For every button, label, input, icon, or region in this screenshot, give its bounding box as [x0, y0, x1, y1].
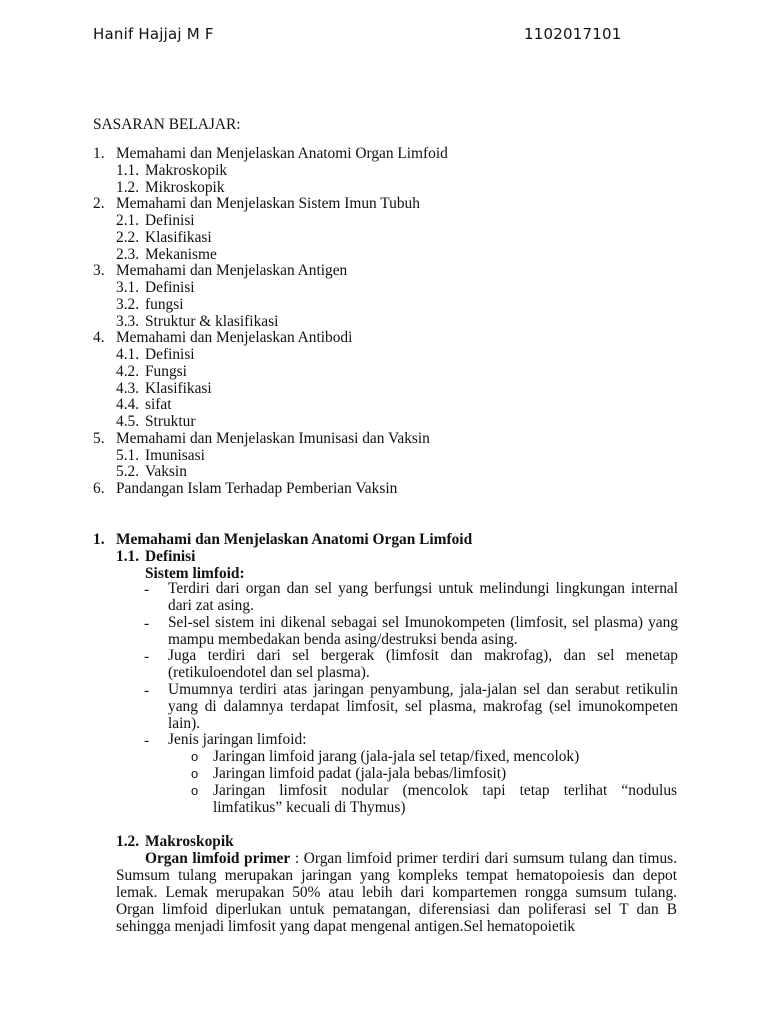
- subitem-label: Vaksin: [145, 463, 187, 481]
- bullet-text: Juga terdiri dari sel bergerak (limfosit dan makrofag), dan sel menetap (retikuloendotel dan sel plasma).: [168, 647, 678, 682]
- subitem-number: 5.2.: [116, 463, 140, 481]
- subsection-1-2-heading: [93, 833, 693, 850]
- dash-marker: -: [144, 581, 150, 599]
- student-id: 1102017101: [524, 25, 622, 43]
- tissue-type-item: [191, 783, 693, 817]
- objective-subitem: [93, 380, 693, 397]
- subsection-1-1-title: Definisi: [145, 547, 196, 565]
- subitem-label: Klasifikasi: [145, 379, 212, 397]
- objective-item: [93, 329, 693, 346]
- tissue-type-text: Jaringan limfoid jarang (jala-jala sel tetap/fixed, mencolok): [213, 748, 580, 766]
- subitem-number: 4.3.: [116, 379, 140, 397]
- subitem-number: 4.2.: [116, 362, 140, 380]
- objective-subitem: [93, 413, 693, 430]
- subitem-label: Mekanisme: [145, 245, 217, 263]
- circle-bullet-icon: o: [191, 766, 199, 782]
- dash-marker: -: [144, 732, 150, 750]
- objective-subitem: [93, 296, 693, 313]
- section-1: [93, 531, 693, 935]
- subsection-1-2-title: Makroskopik: [145, 833, 234, 851]
- subitem-label: Klasifikasi: [145, 228, 212, 246]
- subitem-number: 2.1.: [116, 212, 140, 229]
- tissue-type-text: Jaringan limfosit nodular (mencolok tapi tetap terlihat “nodulus limfatikus” kecuali di Thymus): [213, 781, 677, 816]
- sistem-limfoid-label: [93, 565, 693, 582]
- sasaran-heading: SASARAN BELAJAR:: [93, 116, 241, 133]
- subitem-number: 2.3.: [116, 245, 140, 263]
- subsection-1-1-heading: [93, 548, 693, 565]
- sistem-limfoid-text: Sistem limfoid:: [145, 564, 245, 582]
- organ-limfoid-primer-term: Organ limfoid primer: [145, 850, 291, 868]
- objective-label: Pandangan Islam Terhadap Pemberian Vaksin: [116, 480, 398, 497]
- subitem-number: 3.1.: [116, 279, 140, 296]
- subitem-label: Fungsi: [145, 362, 187, 380]
- subsection-1-2-number: 1.2.: [116, 833, 140, 851]
- organ-limfoid-primer-text: : Organ limfoid primer terdiri dari sumsum tulang dan timus. Sumsum tulang merupakan jaringan yang kompleks tempat hematopoiesis dan depot lemak. Lemak merupakan 50% atau lebih dari kompartemen rongga sumsum tulang. Organ limfoid diperlukan untuk pematangan, diferensiasi dan poliferasi sel T dan B sehingga menjadi limfosit yang dapat mengenal antigen.Sel hematopoietik: [116, 850, 677, 936]
- objective-subitem: [93, 162, 693, 179]
- objective-label: Memahami dan Menjelaskan Imunisasi dan Vaksin: [116, 429, 430, 447]
- section-1-title: Memahami dan Menjelaskan Anatomi Organ Limfoid: [116, 531, 473, 548]
- subitem-label: Makroskopik: [145, 161, 228, 179]
- objective-subitem: [93, 246, 693, 263]
- tissue-type-text: Jaringan limfoid padat (jala-jala bebas/limfosit): [213, 765, 507, 783]
- subitem-number: 4.5.: [116, 413, 140, 430]
- dash-marker: -: [144, 614, 150, 632]
- definition-bullet: [145, 615, 693, 649]
- objective-subitem: [93, 229, 693, 246]
- objective-item: [93, 430, 693, 447]
- subitem-number: 4.4.: [116, 396, 140, 414]
- definition-bullet: [145, 648, 693, 682]
- subitem-number: 3.2.: [116, 295, 140, 313]
- objective-subitem: [93, 212, 693, 229]
- objective-number: 1.: [93, 145, 105, 162]
- section-1-number: 1.: [93, 531, 105, 548]
- subitem-label: Definisi: [145, 279, 195, 296]
- subitem-number: 5.1.: [116, 446, 140, 464]
- objective-number: 2.: [93, 195, 105, 213]
- objective-item: [93, 145, 693, 162]
- objective-subitem: [93, 363, 693, 380]
- bullet-text: Terdiri dari organ dan sel yang berfungsi untuk melindungi lingkungan internal dari zat asing.: [168, 580, 678, 615]
- subsection-1-1-number: 1.1.: [116, 547, 140, 565]
- subitem-label: Struktur & klasifikasi: [145, 312, 279, 330]
- objective-item: [93, 195, 693, 212]
- tissue-type-item: [191, 766, 693, 783]
- objective-number: 4.: [93, 329, 105, 347]
- subitem-label: Mikroskopik: [145, 178, 225, 196]
- definition-bullet: [145, 682, 693, 732]
- bullet-text: Jenis jaringan limfoid:: [168, 731, 307, 749]
- objective-subitem: [93, 179, 693, 196]
- organ-limfoid-paragraph: [116, 850, 677, 935]
- section-1-heading: [93, 531, 693, 548]
- objective-subitem: [93, 279, 693, 296]
- objective-number: 5.: [93, 429, 105, 447]
- subitem-label: fungsi: [145, 295, 184, 313]
- definition-bullet: [145, 732, 693, 749]
- dash-marker: -: [144, 682, 150, 700]
- objective-item: [93, 262, 693, 279]
- subitem-label: Imunisasi: [145, 446, 205, 464]
- objective-label: Memahami dan Menjelaskan Anatomi Organ Limfoid: [116, 145, 448, 162]
- subitem-number: 1.1.: [116, 161, 140, 179]
- objective-subitem: [93, 396, 693, 413]
- objective-item: [93, 480, 693, 497]
- bullet-text: Sel-sel sistem ini dikenal sebagai sel Imunokompeten (limfosit, sel plasma) yang mampu membedakan benda asing/destruksi benda asing.: [168, 613, 678, 648]
- objective-subitem: [93, 463, 693, 480]
- objective-label: Memahami dan Menjelaskan Sistem Imun Tubuh: [116, 195, 420, 213]
- subitem-label: Definisi: [145, 346, 195, 363]
- circle-bullet-icon: o: [191, 782, 199, 798]
- bullet-text: Umumnya terdiri atas jaringan penyambung, jala-jalan sel dan serabut retikulin yang di dalamnya terdapat limfosit, sel plasma, makrofag (sel imunokompeten lain).: [168, 681, 678, 732]
- subitem-number: 1.2.: [116, 178, 140, 196]
- definition-bullets: [93, 581, 693, 749]
- subitem-label: Struktur: [145, 413, 196, 430]
- definition-bullet: [145, 581, 693, 615]
- circle-bullet-icon: o: [191, 749, 199, 765]
- subitem-label: sifat: [145, 396, 172, 414]
- objective-number: 3.: [93, 262, 105, 280]
- objective-subitem: [93, 346, 693, 363]
- subitem-number: 2.2.: [116, 228, 140, 246]
- objective-subitem: [93, 447, 693, 464]
- objective-label: Memahami dan Menjelaskan Antibodi: [116, 329, 353, 347]
- dash-marker: -: [144, 648, 150, 666]
- subitem-number: 3.3.: [116, 312, 140, 330]
- objective-number: 6.: [93, 480, 105, 497]
- objective-label: Memahami dan Menjelaskan Antigen: [116, 262, 348, 280]
- subitem-label: Definisi: [145, 212, 195, 229]
- objectives-list: [93, 145, 693, 497]
- tissue-type-item: [191, 749, 693, 766]
- author-name: Hanif Hajjaj M F: [93, 25, 214, 43]
- tissue-types-list: [93, 749, 693, 816]
- subitem-number: 4.1.: [116, 346, 140, 363]
- objective-subitem: [93, 313, 693, 330]
